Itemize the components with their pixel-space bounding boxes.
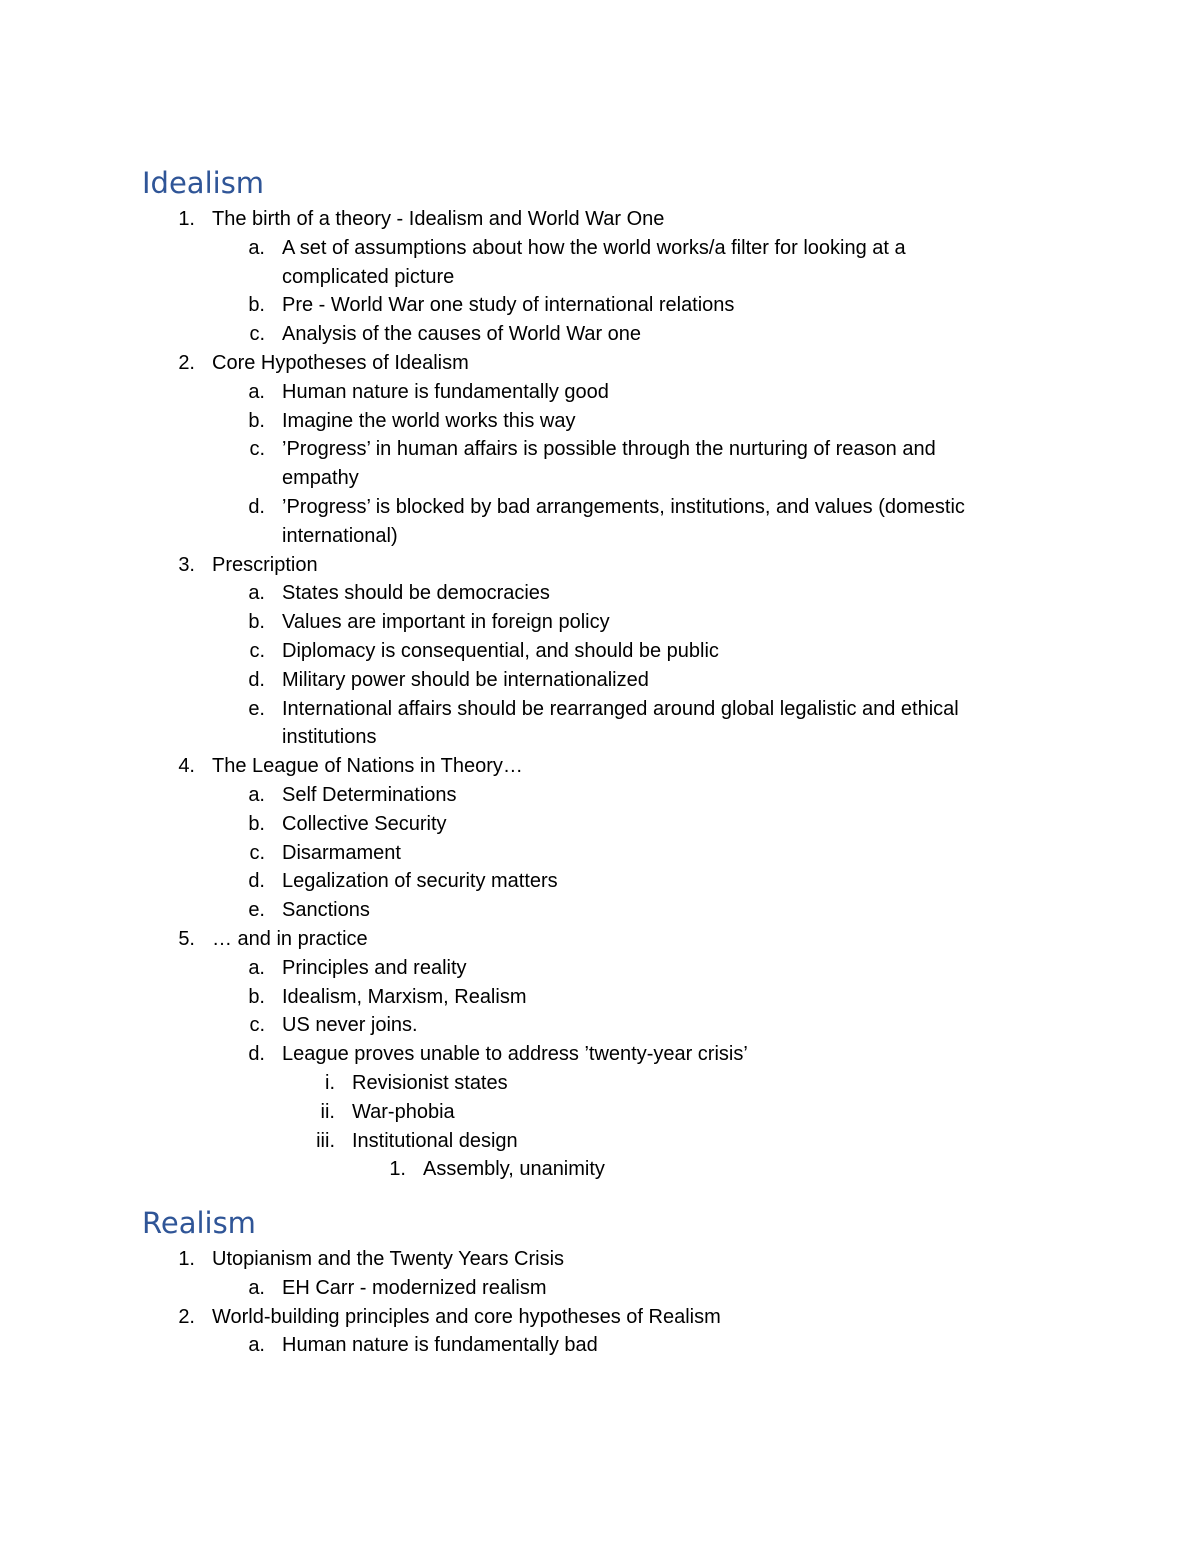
list-item-text: ’Progress’ in human affairs is possible through the nurturing of reason and [282, 438, 936, 460]
list-item-text: A set of assumptions about how the world works/a filter for looking at a [282, 237, 906, 259]
list-item-text: War-phobia [352, 1101, 455, 1123]
list-marker: c. [249, 438, 265, 460]
list-item [0, 752, 1200, 780]
list-item-text: EH Carr - modernized realism [282, 1277, 547, 1299]
list-item-text: Assembly, unanimity [423, 1158, 605, 1180]
list-marker: d. [248, 1043, 265, 1065]
list-item [0, 551, 1200, 579]
list-item-text: … and in practice [212, 928, 368, 950]
list-item [0, 205, 1200, 233]
list-marker: a. [248, 582, 265, 604]
list-marker: b. [248, 410, 265, 432]
list-marker: ii. [320, 1101, 335, 1123]
list-item-continuation [0, 723, 1200, 751]
list-item-continuation [0, 263, 1200, 291]
list-marker: e. [248, 899, 265, 921]
list-item-text: Human nature is fundamentally good [282, 381, 609, 403]
list-marker: b. [248, 813, 265, 835]
list-item-text: Disarmament [282, 842, 401, 864]
list-item [0, 320, 1200, 348]
list-item [0, 925, 1200, 953]
list-item [0, 1303, 1200, 1331]
list-marker: a. [248, 1334, 265, 1356]
list-item [0, 1011, 1200, 1039]
list-item-text: Legalization of security matters [282, 870, 558, 892]
list-marker: 5. [178, 928, 195, 950]
list-marker: 1. [178, 1248, 195, 1270]
list-item [0, 839, 1200, 867]
section-heading: Realism [142, 1206, 256, 1240]
list-item [0, 896, 1200, 924]
list-marker: a. [248, 237, 265, 259]
list-item-text: States should be democracies [282, 582, 550, 604]
list-marker: 3. [178, 554, 195, 576]
list-item-text: Principles and reality [282, 957, 467, 979]
list-item [0, 407, 1200, 435]
list-item [0, 695, 1200, 723]
list-item-text: World-building principles and core hypotheses of Realism [212, 1306, 721, 1328]
list-item-text: Values are important in foreign policy [282, 611, 610, 633]
list-item-text: Diplomacy is consequential, and should be public [282, 640, 719, 662]
list-item [0, 493, 1200, 521]
list-item [0, 579, 1200, 607]
list-item-text: The League of Nations in Theory… [212, 755, 523, 777]
list-item-text: Institutional design [352, 1130, 518, 1152]
list-marker: e. [248, 698, 265, 720]
list-item-text: League proves unable to address ’twenty-year crisis’ [282, 1043, 748, 1065]
list-item [0, 435, 1200, 463]
list-marker: 4. [178, 755, 195, 777]
list-marker: iii. [316, 1130, 335, 1152]
list-item [0, 781, 1200, 809]
list-marker: 1. [389, 1158, 406, 1180]
list-item-text: Idealism, Marxism, Realism [282, 986, 527, 1008]
list-item-text: Analysis of the causes of World War one [282, 323, 642, 345]
list-item [0, 349, 1200, 377]
list-item [0, 954, 1200, 982]
list-item [0, 666, 1200, 694]
list-item-text: International affairs should be rearranged around global legalistic and ethical [282, 698, 959, 720]
list-item [0, 1155, 1200, 1183]
section-heading: Idealism [142, 166, 265, 200]
list-item [0, 1127, 1200, 1155]
list-item-text: international) [282, 525, 398, 547]
list-marker: b. [248, 986, 265, 1008]
list-marker: c. [249, 1014, 265, 1036]
list-item-text: Imagine the world works this way [282, 410, 576, 432]
list-item [0, 867, 1200, 895]
list-marker: a. [248, 957, 265, 979]
list-item [0, 983, 1200, 1011]
list-item [0, 608, 1200, 636]
list-marker: d. [248, 669, 265, 691]
list-marker: b. [248, 611, 265, 633]
list-item-text: US never joins. [282, 1014, 418, 1036]
list-item-text: institutions [282, 726, 377, 748]
list-marker: 2. [178, 1306, 195, 1328]
list-item-text: Pre - World War one study of international relations [282, 294, 735, 316]
list-item-text: Prescription [212, 554, 318, 576]
list-marker: c. [249, 640, 265, 662]
list-item [0, 1040, 1200, 1068]
list-item-text: Collective Security [282, 813, 447, 835]
list-item-text: Sanctions [282, 899, 370, 921]
list-item-text: Core Hypotheses of Idealism [212, 352, 469, 374]
list-marker: i. [325, 1072, 335, 1094]
list-item [0, 291, 1200, 319]
list-item [0, 1245, 1200, 1273]
list-item-text: Revisionist states [352, 1072, 508, 1094]
list-item [0, 1098, 1200, 1126]
list-item-text: ’Progress’ is blocked by bad arrangements, institutions, and values (domestic [282, 496, 965, 518]
list-item [0, 637, 1200, 665]
list-marker: a. [248, 784, 265, 806]
list-item [0, 1331, 1200, 1359]
list-marker: d. [248, 870, 265, 892]
list-item-text: Military power should be internationalized [282, 669, 649, 691]
list-marker: a. [248, 381, 265, 403]
list-item [0, 378, 1200, 406]
list-marker: 1. [178, 208, 195, 230]
list-item [0, 1069, 1200, 1097]
list-item [0, 1274, 1200, 1302]
list-item-continuation [0, 464, 1200, 492]
list-item-text: empathy [282, 467, 359, 489]
list-marker: a. [248, 1277, 265, 1299]
list-marker: c. [249, 842, 265, 864]
list-item-continuation [0, 522, 1200, 550]
list-marker: d. [248, 496, 265, 518]
list-item [0, 234, 1200, 262]
list-marker: 2. [178, 352, 195, 374]
list-marker: c. [249, 323, 265, 345]
list-item-text: Utopianism and the Twenty Years Crisis [212, 1248, 565, 1270]
list-item-text: Human nature is fundamentally bad [282, 1334, 598, 1356]
list-marker: b. [248, 294, 265, 316]
list-item-text: Self Determinations [282, 784, 457, 806]
list-item-text: complicated picture [282, 266, 455, 288]
list-item [0, 810, 1200, 838]
list-item-text: The birth of a theory - Idealism and World War One [212, 208, 665, 230]
